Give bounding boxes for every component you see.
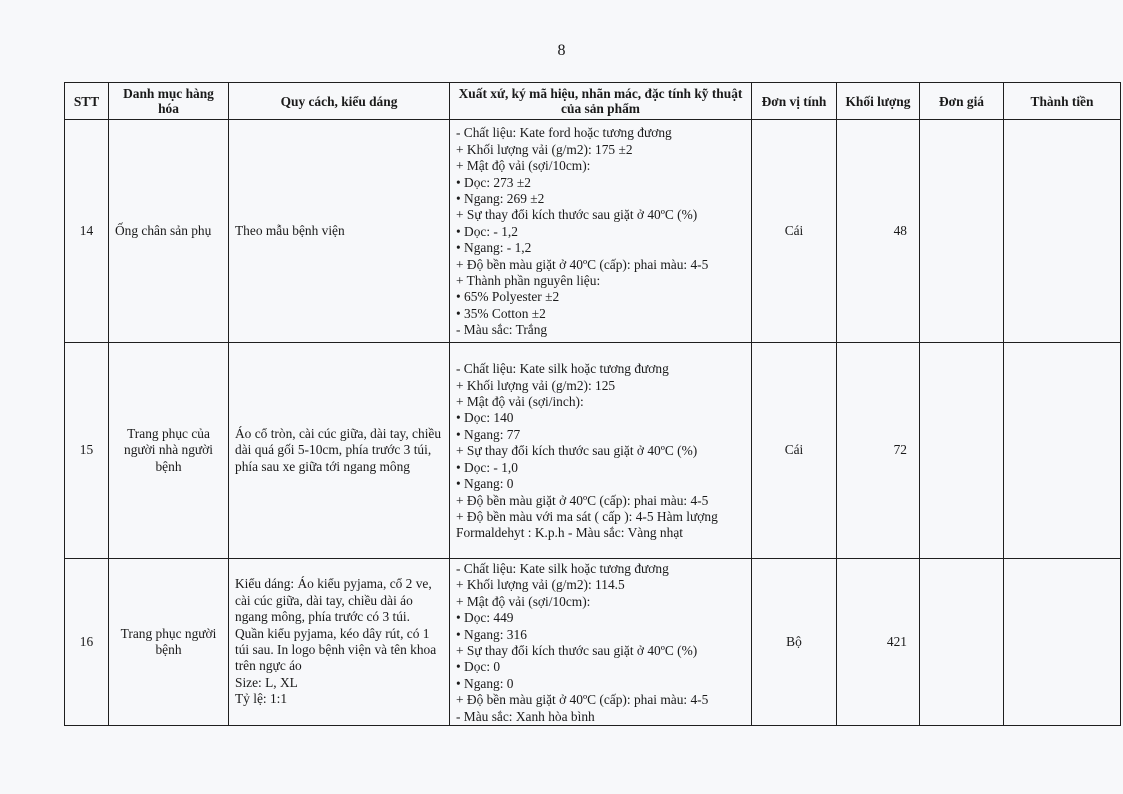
header-total: Thành tiền [1004,83,1121,120]
cell-unit-price [920,343,1004,559]
tech-line: + Khối lượng vải (g/m2): 114.5 [456,577,625,593]
spec-line: Theo mẫu bệnh viện [235,222,345,238]
tech-line: • Ngang: 0 [456,476,514,492]
cell-total [1004,343,1121,559]
tech-line: + Mật độ vải (sợi/10cm): [456,593,591,609]
cell-category: Trang phục người bệnh [109,559,229,726]
tech-line: - Chất liệu: Kate ford hoặc tương đương [456,125,672,141]
cell-category: Ống chân sản phụ [109,120,229,343]
tech-line: + Mật độ vải (sợi/10cm): [456,158,591,174]
header-category: Danh mục hàng hóa [109,83,229,120]
cell-unit-price [920,120,1004,343]
cell-quantity: 421 [837,559,920,726]
header-unit-price: Đơn giá [920,83,1004,120]
tech-line: + Độ bền màu giặt ở 40ºC (cấp): phai màu: 4-5 [456,492,709,508]
header-row [65,83,1121,120]
tech-line: + Sự thay đổi kích thước sau giặt ở 40ºC (%) [456,207,698,223]
cell-quantity: 72 [837,343,920,559]
tech-line: • 65% Polyester ±2 [456,289,560,305]
cell-technical [450,343,752,559]
tech-line: - Chất liệu: Kate silk hoặc tương đương [456,561,669,576]
table-row [65,343,1121,559]
header-technical: Xuất xứ, ký mã hiệu, nhãn mác, đặc tính kỹ thuật của sản phẩm [450,83,752,120]
tech-line: + Độ bền màu giặt ở 40ºC (cấp): phai màu: 4-5 [456,692,709,708]
cell-unit: Cái [752,343,837,559]
tech-line: - Màu sắc: Xanh hòa bình [456,708,595,724]
tech-line: • 35% Cotton ±2 [456,305,546,321]
spec-line: Áo cổ tròn, cài cúc giữa, dài tay, chiều dài quá gối 5-10cm, phía trước 3 túi, phía sau xe giữa tới ngang mông [235,425,442,474]
header-quantity: Khối lượng [837,83,920,120]
tech-line: + Mật độ vải (sợi/inch): [456,394,584,410]
cell-spec [229,343,450,559]
table-row [65,120,1121,343]
tech-line: - Màu sắc: Trắng [456,322,548,338]
spec-line: Quần kiểu pyjama, kéo dây rút, có 1 túi sau. In logo bệnh viện và tên khoa trên ngực áo [235,625,437,674]
tech-line: • Dọc: 0 [456,659,501,675]
cell-spec [229,120,450,343]
cell-spec [229,559,450,726]
cell-stt: 16 [65,559,109,726]
tech-line: • Dọc: 449 [456,610,514,626]
header-spec: Quy cách, kiểu dáng [229,83,450,120]
tech-line: + Khối lượng vải (g/m2): 175 ±2 [456,141,633,157]
cell-technical [450,120,752,343]
spec-line: Size: L, XL [235,674,298,690]
tech-line: • Ngang: 269 ±2 [456,190,545,206]
tech-line: + Sự thay đổi kích thước sau giặt ở 40ºC (%) [456,443,698,459]
cell-unit: Bộ [752,559,837,726]
tech-line: • Dọc: 140 [456,410,514,426]
tech-line: • Dọc: - 1,0 [456,459,518,475]
tech-line: • Ngang: 316 [456,626,527,642]
tech-line: + Thành phần nguyên liệu: [456,273,601,289]
page-number: 8 [557,42,566,59]
tech-line: + Sự thay đổi kích thước sau giặt ở 40ºC (%) [456,643,698,659]
tech-line: • Dọc: 273 ±2 [456,174,531,190]
goods-table [64,82,1121,726]
cell-quantity: 48 [837,120,920,343]
tech-line: • Ngang: 77 [456,426,521,442]
tech-line: • Ngang: - 1,2 [456,240,532,256]
tech-line: - Chất liệu: Kate silk hoặc tương đương [456,361,669,377]
tech-line: + Độ bền màu giặt ở 40ºC (cấp): phai màu: 4-5 [456,256,709,272]
tech-line: + Khối lượng vải (g/m2): 125 [456,377,616,393]
spec-line: Tỷ lệ: 1:1 [235,691,288,707]
cell-stt: 14 [65,120,109,343]
cell-technical [450,559,752,726]
tech-line: • Dọc: - 1,2 [456,223,518,239]
tech-line: + Độ bền màu với ma sát ( cấp ): 4-5 Hàm lượng Formaldehyt : K.p.h - Màu sắc: Vàng nhạt [456,508,718,541]
header-unit: Đơn vị tính [752,83,837,120]
table-row [65,559,1121,726]
cell-total [1004,559,1121,726]
spec-line: Kiểu dáng: Áo kiểu pyjama, cổ 2 ve, cài cúc giữa, dài tay, chiều dài áo ngang mông, phía trước có 3 túi. [235,576,432,625]
cell-category: Trang phục của người nhà người bệnh [109,343,229,559]
header-stt: STT [65,83,109,120]
cell-total [1004,120,1121,343]
cell-stt: 15 [65,343,109,559]
cell-unit-price [920,559,1004,726]
tech-line: • Ngang: 0 [456,675,514,691]
cell-unit: Cái [752,120,837,343]
